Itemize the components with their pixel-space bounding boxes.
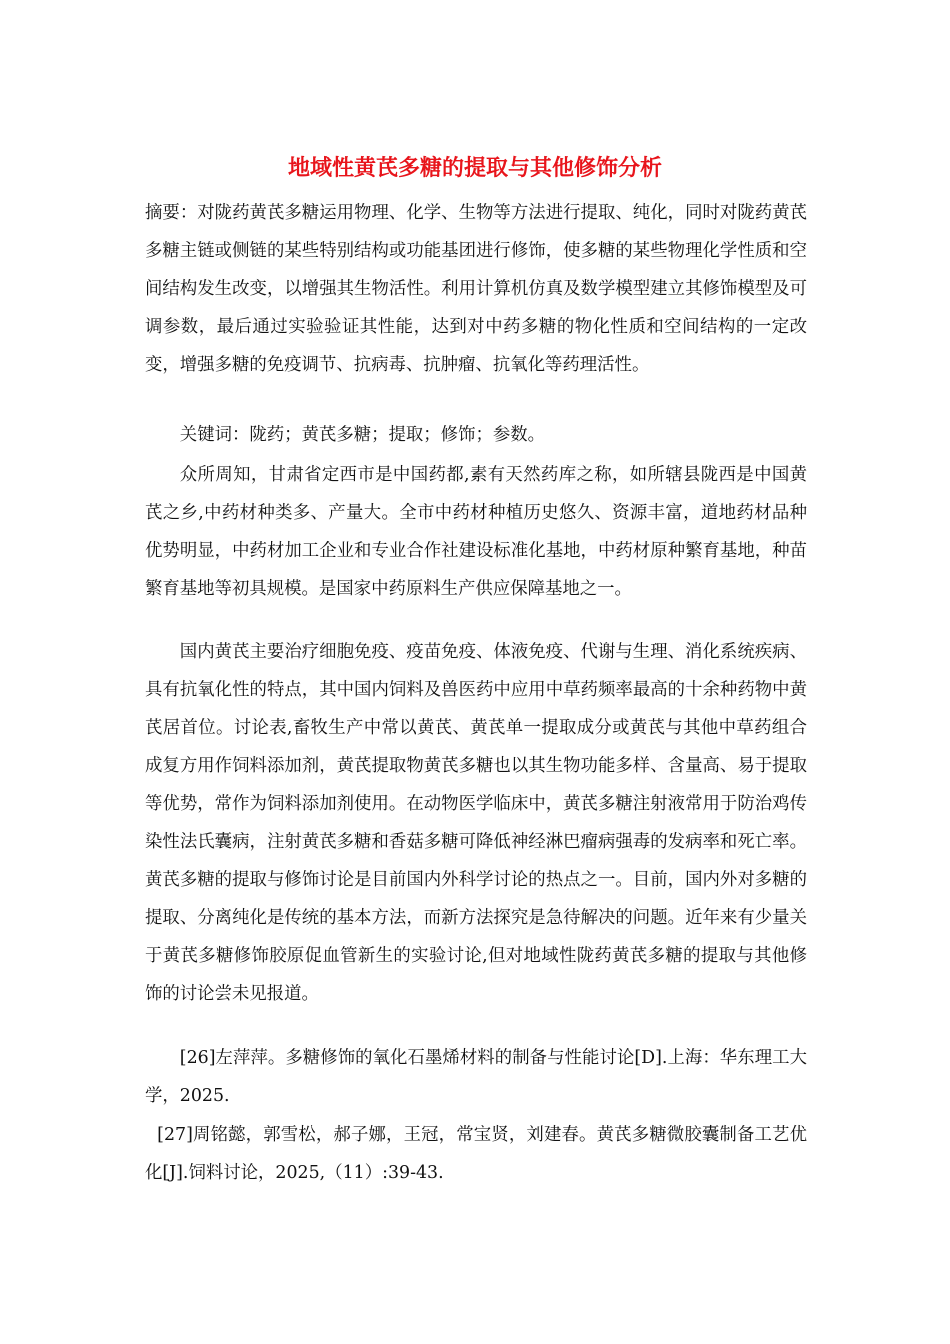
abstract-paragraph: 摘要：对陇药黄芪多糖运用物理、化学、生物等方法进行提取、纯化，同时对陇药黄芪多糖主链或侧链的某些特别结构或功能基团进行修饰，使多糖的某些物理化学性质和空间结构发生改变，以增强其生物活性。利用计算机仿真及数学模型建立其修饰模型及可调参数，最后通过实验验证其性能，达到对中药多糖的物化性质和空间结构的一定改变，增强多糖的免疫调节、抗病毒、抗肿瘤、抗氧化等药理活性。 [145,203,807,375]
body-paragraph-1: 众所周知，甘肃省定西市是中国药都,素有天然药库之称，如所辖县陇西是中国黄芪之乡,中药材种类多、产量大。全市中药材种植历史悠久、资源丰富，道地药材品种优势明显，中药材加工企业和专业合作社建设标准化基地，中药材原种繁育基地，种苗繁育基地等初具规模。是国家中药原料生产供应保障基地之一。 [145,465,807,599]
body-paragraph-2: 国内黄芪主要治疗细胞免疫、疫苗免疫、体液免疫、代谢与生理、消化系统疾病、具有抗氧化性的特点，其中国内饲料及兽医药中应用中草药频率最高的十余种药物中黄芪居首位。讨论表,畜牧生产中常以黄芪、黄芪单一提取成分或黄芪与其他中草药组合成复方用作饲料添加剂，黄芪提取物黄芪多糖也以其生物功能多样、含量高、易于提取等优势，常作为饲料添加剂使用。在动物医学临床中，黄芪多糖注射液常用于防治鸡传染性法氏囊病，注射黄芪多糖和香菇多糖可降低神经淋巴瘤病强毒的发病率和死亡率。黄芪多糖的提取与修饰讨论是目前国内外科学讨论的热点之一。目前，国内外对多糖的提取、分离纯化是传统的基本方法，而新方法探究是急待解决的问题。近年来有少量关于黄芪多糖修饰胶原促血管新生的实验讨论,但对地域性陇药黄芪多糖的提取与其他修饰的讨论尝未见报道。 [145,642,807,1004]
reference-27: [27]周铭懿，郭雪松，郝子娜，王冠，常宝贤，刘建春。黄芪多糖微胶囊制备工艺优化[J].饲料讨论，2025,（11）:39-43. [145,1125,807,1183]
keywords-paragraph: 关键词：陇药；黄芪多糖；提取；修饰；参数。 [179,425,546,445]
document-title: 地域性黄芪多糖的提取与其他修饰分析 [287,155,662,181]
reference-26: [26]左萍萍。多糖修饰的氧化石墨烯材料的制备与性能讨论[D].上海：华东理工大学，2025. [145,1048,807,1106]
